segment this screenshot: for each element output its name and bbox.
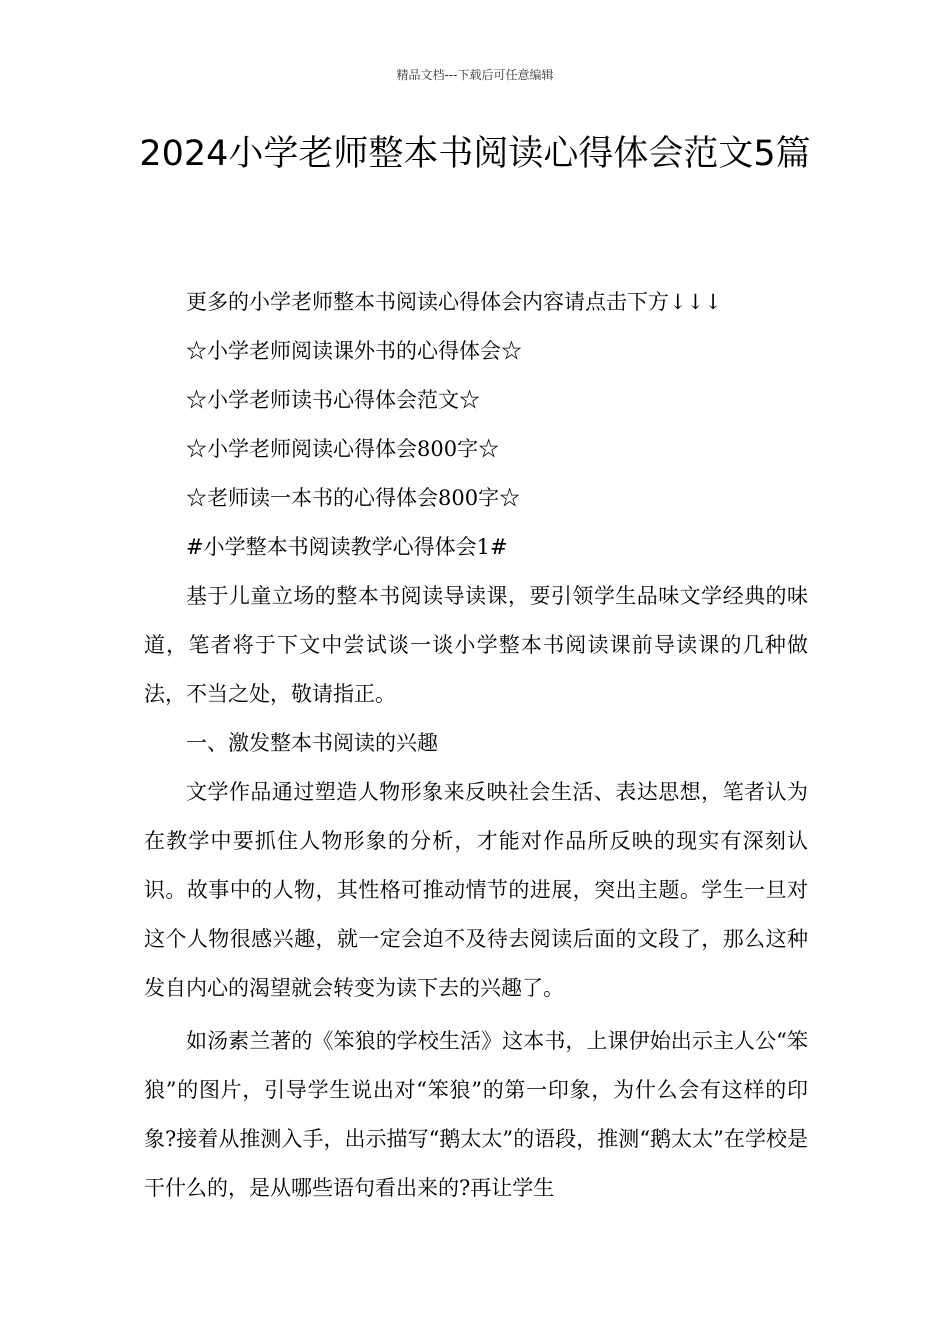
document-body <box>144 278 808 1213</box>
paragraph-related-3: ☆小学老师阅读心得体会800字☆ <box>186 437 500 461</box>
paragraph-more-link: 更多的小学老师整本书阅读心得体会内容请点击下方↓↓↓ <box>186 290 722 314</box>
paragraph-related-2: ☆小学老师读书心得体会范文☆ <box>186 388 480 412</box>
subheading-interest: 一、激发整本书阅读的兴趣 <box>186 731 438 755</box>
paragraph-related-1: ☆小学老师阅读课外书的心得体会☆ <box>186 339 522 363</box>
header-note: 精品文档---下载后可任意编辑 <box>396 68 554 82</box>
paragraph-intro: 基于儿童立场的整本书阅读导读课，要引领学生品味文学经典的味道，笔者将于下文中尝试谈一谈小学整本书阅读课前导读课的几种做法，不当之处，敬请指正。 <box>144 584 808 706</box>
paragraph-related-4: ☆老师读一本书的心得体会800字☆ <box>186 486 521 510</box>
section-heading-1: #小学整本书阅读教学心得体会1# <box>186 535 508 559</box>
paragraph-example: 如汤素兰著的《笨狼的学校生活》这本书，上课伊始出示主人公“笨狼”的图片，引导学生说出对“笨狼”的第一印象，为什么会有这样的印象?接着从推测入手，出示描写“鹅太太”的语段，推测“鹅太太”在学校是干什么的，是从哪些语句看出来的?再让学生 <box>144 1029 808 1200</box>
paragraph-character: 文学作品通过塑造人物形象来反映社会生活、表达思想，笔者认为在教学中要抓住人物形象的分析，才能对作品所反映的现实有深刻认识。故事中的人物，其性格可推动情节的进展，突出主题。学生一旦对这个人物很感兴趣，就一定会迫不及待去阅读后面的文段了，那么这种发自内心的渴望就会转变为读下去的兴趣了。 <box>144 780 808 1000</box>
document-title: 2024小学老师整本书阅读心得体会范文5篇 <box>139 134 811 174</box>
